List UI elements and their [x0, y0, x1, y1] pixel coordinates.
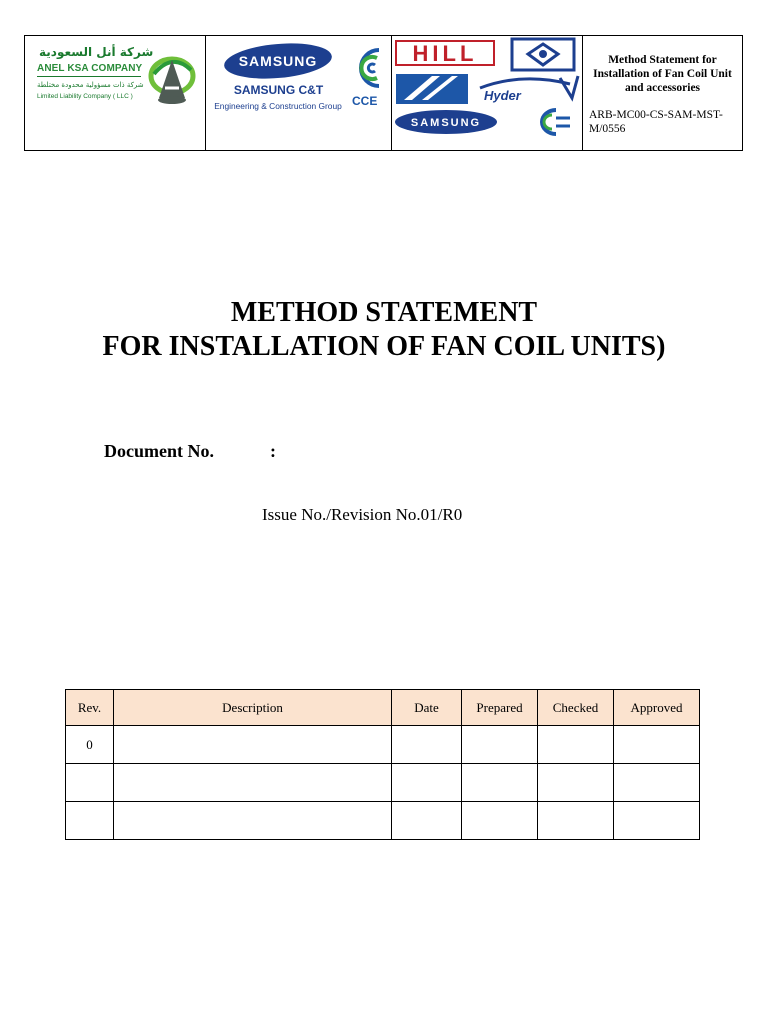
table-row [66, 726, 700, 764]
col-header-description: Description [114, 690, 392, 726]
col-header-prepared: Prepared [462, 690, 538, 726]
hyder-logo-icon [480, 76, 578, 103]
hyder-logo-text: Hyder [484, 88, 521, 103]
header-document-title: Method Statement for Installation of Fan Coil Unit and accessories [593, 54, 732, 94]
table-row [66, 802, 700, 840]
anel-logo-cell [25, 36, 206, 150]
main-title-line-2: FOR INSTALLATION OF FAN COIL UNITS) [102, 331, 666, 362]
anel-llc-text: Limited Liability Company ( LLC ) [37, 93, 133, 100]
table-cell [538, 726, 614, 764]
table-cell [614, 802, 700, 840]
samsung-small-logo-icon [395, 110, 497, 134]
samsung-logo-icon [223, 41, 333, 81]
samsung-logo-cell [206, 36, 392, 150]
table-cell [538, 802, 614, 840]
main-title-line-1: METHOD STATEMENT [230, 297, 538, 328]
anel-logo-icon [145, 50, 199, 108]
table-cell [114, 764, 392, 802]
hill-logo-text: HILL [412, 41, 478, 66]
partner-logos [392, 36, 582, 150]
table-cell [614, 726, 700, 764]
col-header-date: Date [392, 690, 462, 726]
anel-arabic-subtitle: شركة ذات مسؤولية محدودة مختلطة [37, 81, 144, 89]
samsung-ct-name: SAMSUNG C&T [233, 83, 324, 97]
table-cell [392, 764, 462, 802]
header-document-reference: ARB-MC00-CS-SAM-MST-M/0556 [589, 109, 723, 135]
table-cell [66, 802, 114, 840]
revision-table [65, 689, 700, 840]
col-header-rev: Rev. [66, 690, 114, 726]
table-cell [392, 726, 462, 764]
table-cell [114, 802, 392, 840]
table-cell [114, 726, 392, 764]
cce-logo-text: CCE [352, 94, 378, 108]
table-cell [462, 802, 538, 840]
table-cell [462, 764, 538, 802]
anel-arabic-name: شركة أنل السعودية [39, 45, 154, 59]
cce-small-logo-icon [542, 110, 570, 134]
document-number-colon: : [270, 441, 276, 461]
table-cell [392, 802, 462, 840]
table-cell [66, 764, 114, 802]
col-header-checked: Checked [538, 690, 614, 726]
document-header [24, 35, 743, 151]
table-row [66, 764, 700, 802]
samsung-logo-text: SAMSUNG [238, 53, 318, 69]
emblem-logo-icon [512, 39, 574, 70]
table-cell [462, 726, 538, 764]
header-title-cell [583, 36, 742, 150]
table-cell [614, 764, 700, 802]
samsung-small-logo-text: SAMSUNG [410, 117, 482, 129]
anel-divider [37, 76, 141, 77]
table-header-row [66, 690, 700, 726]
cce-logo-icon [349, 44, 385, 92]
anel-english-name: ANEL KSA COMPANY [37, 63, 143, 74]
partner-logos-cell [392, 36, 583, 150]
stripe-logo-icon [396, 74, 468, 104]
hill-logo-icon [396, 41, 494, 66]
samsung-division: Engineering & Construction Group [214, 101, 342, 111]
document-number-label: Document No. [104, 441, 214, 461]
table-cell [538, 764, 614, 802]
issue-revision-text: Issue No./Revision No.01/R0 [262, 505, 463, 524]
main-title [0, 296, 768, 364]
table-cell: 0 [66, 726, 114, 764]
col-header-approved: Approved [614, 690, 700, 726]
